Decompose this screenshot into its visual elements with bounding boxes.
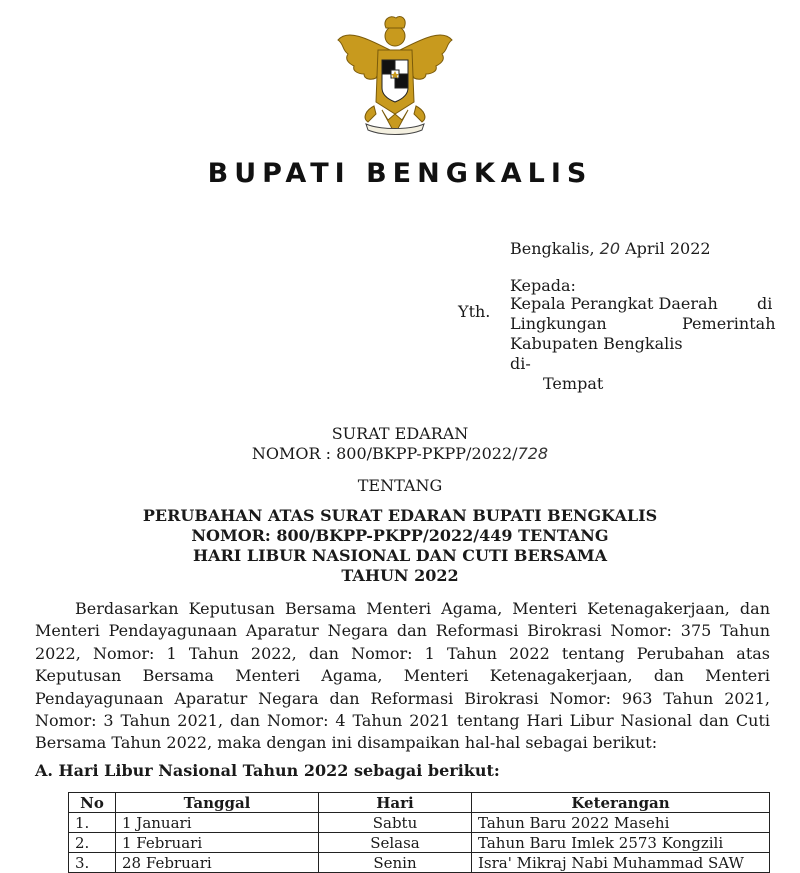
table-row bbox=[69, 833, 770, 853]
cell-keterangan: Tahun Baru 2022 Masehi bbox=[472, 813, 770, 833]
date-line bbox=[510, 239, 711, 259]
recipient-line2-left: Lingkungan bbox=[510, 314, 607, 333]
date-place: Bengkalis, bbox=[510, 239, 595, 258]
cell-no: 1. bbox=[69, 813, 116, 833]
holiday-table bbox=[68, 792, 770, 873]
table-row bbox=[69, 813, 770, 833]
recipient-line2-right: Pemerintah bbox=[682, 314, 776, 333]
recipient-line5: Tempat bbox=[543, 374, 604, 393]
cell-no: 3. bbox=[69, 853, 116, 873]
date-day-handwritten: 20 bbox=[599, 239, 620, 258]
date-month-year: April 2022 bbox=[625, 239, 711, 258]
circular-number-prefix: NOMOR : 800/BKPP-PKPP/2022/ bbox=[251, 444, 518, 463]
cell-hari: Selasa bbox=[319, 833, 472, 853]
table-header-row bbox=[69, 793, 770, 813]
recipient-line3: Kabupaten Bengkalis bbox=[510, 334, 683, 353]
recipient-line1-right: di bbox=[757, 294, 773, 313]
circular-title-line-2: NOMOR: 800/BKPP-PKPP/2022/449 TENTANG bbox=[191, 526, 609, 545]
recipient-line1-left: Kepala Perangkat Daerah bbox=[510, 294, 718, 313]
circular-title-line-4: TAHUN 2022 bbox=[341, 566, 459, 585]
circular-number bbox=[0, 444, 800, 464]
circular-title-line-1: PERUBAHAN ATAS SURAT EDARAN BUPATI BENGKALIS bbox=[142, 506, 658, 525]
recipient-label: Kepada: bbox=[510, 276, 576, 295]
garuda-emblem-icon bbox=[330, 10, 460, 140]
cell-tanggal: 28 Februari bbox=[116, 853, 319, 873]
letterhead-title: BUPATI BENGKALIS bbox=[207, 158, 593, 189]
cell-no: 2. bbox=[69, 833, 116, 853]
circular-type: SURAT EDARAN bbox=[331, 424, 469, 443]
column-header-keterangan: Keterangan bbox=[472, 793, 770, 813]
column-header-hari: Hari bbox=[319, 793, 472, 813]
section-a-heading: A. Hari Libur Nasional Tahun 2022 sebagai berikut: bbox=[35, 761, 500, 780]
cell-tanggal: 1 Februari bbox=[116, 833, 319, 853]
table-row bbox=[69, 853, 770, 873]
body-paragraph: Berdasarkan Keputusan Bersama Menteri Agama, Menteri Ketenagakerjaan, dan Menteri Pendayagunaan Aparatur Negara dan Reformasi Birokrasi Nomor: 375 Tahun 2022, Nomor: 1 Tahun 2022, dan Nomor: 1 Tahun 2022 tentang Perubahan atas Keputusan Bersama Menteri Agama, Menteri Ketenagakerjaan, dan Menteri Pendayagunaan Aparatur Negara dan Reformasi Birokrasi Nomor: 963 Tahun 2021, Nomor: 3 Tahun 2021, dan Nomor: 4 Tahun 2021 tentang Hari Libur Nasional dan Cuti Bersama Tahun 2022, maka dengan ini disampaikan hal-hal sebagai berikut: bbox=[35, 599, 770, 753]
circular-title-line-3: HARI LIBUR NASIONAL DAN CUTI BERSAMA bbox=[192, 546, 608, 565]
recipient-yth: Yth. bbox=[458, 302, 491, 321]
circular-number-handwritten: 728 bbox=[517, 444, 549, 463]
column-header-tanggal: Tanggal bbox=[116, 793, 319, 813]
column-header-no: No bbox=[69, 793, 116, 813]
cell-hari: Sabtu bbox=[319, 813, 472, 833]
cell-hari: Senin bbox=[319, 853, 472, 873]
circular-about: TENTANG bbox=[357, 476, 443, 495]
recipient-line4: di- bbox=[510, 354, 531, 373]
cell-tanggal: 1 Januari bbox=[116, 813, 319, 833]
cell-keterangan: Isra' Mikraj Nabi Muhammad SAW bbox=[472, 853, 770, 873]
cell-keterangan: Tahun Baru Imlek 2573 Kongzili bbox=[472, 833, 770, 853]
